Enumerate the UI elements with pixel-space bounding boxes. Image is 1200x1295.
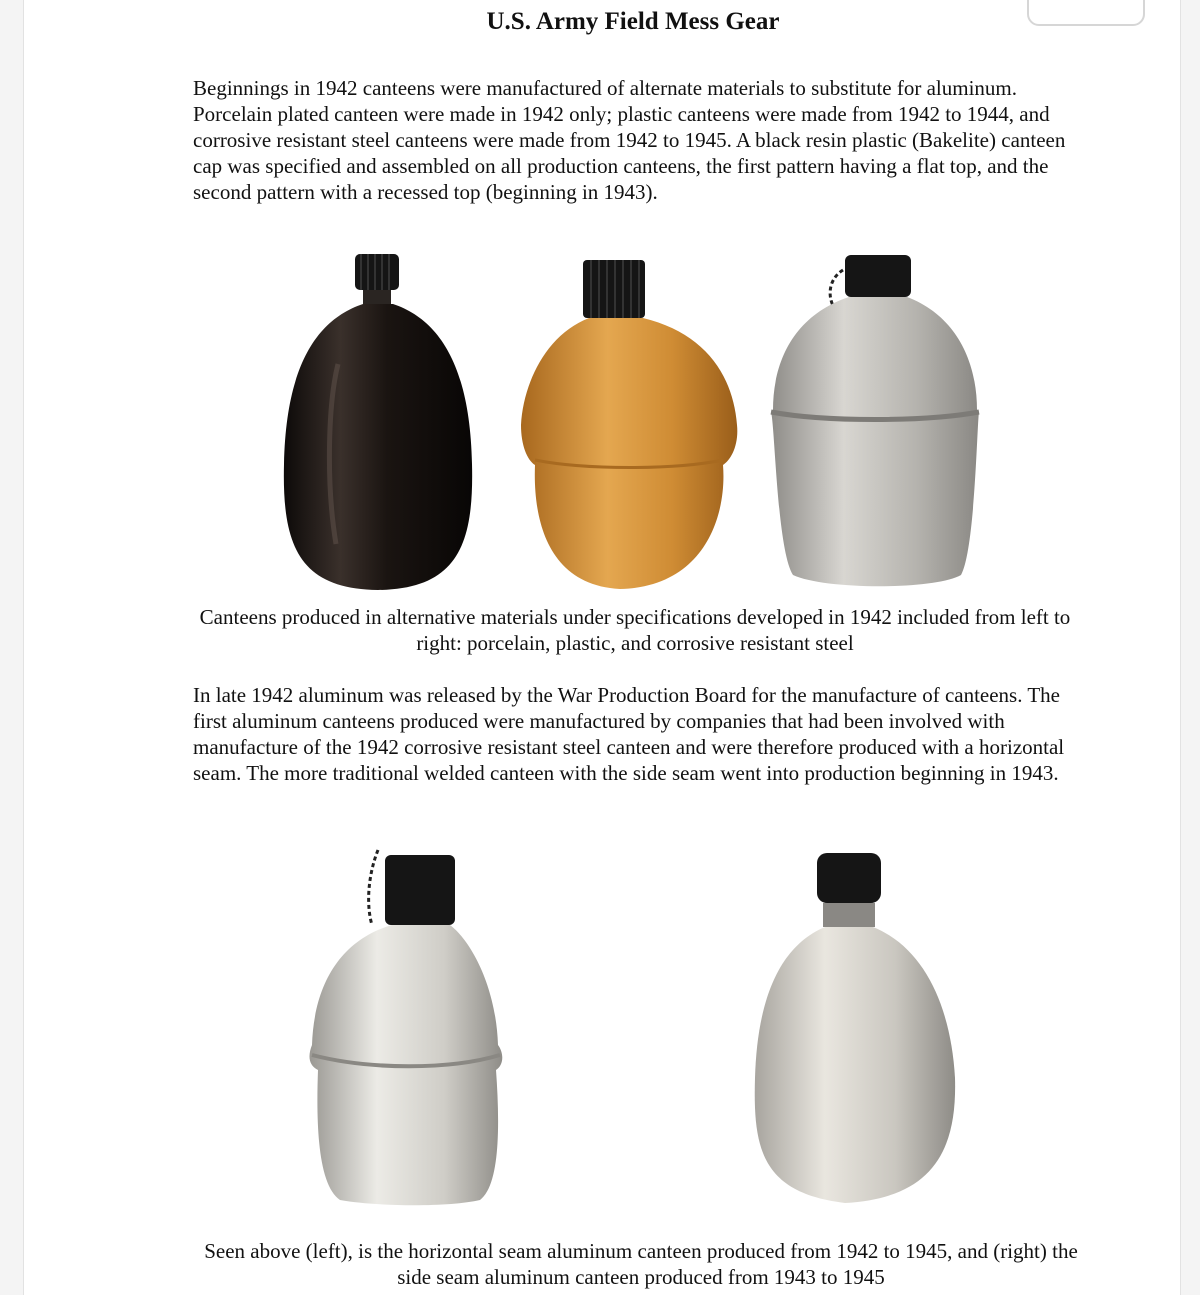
page-title: U.S. Army Field Mess Gear [486,8,780,35]
aluminum-paragraph: In late 1942 aluminum was released by the War Production Board for the manufacture of canteens. The first aluminum canteens produced were manufactured by companies that had been involved with manufacture of the 1942 corrosive resistant steel canteen and were therefore produced with a horizontal seam. The more traditional welded canteen with the side seam went into production beginning in 1943. [193,683,1065,785]
intro-paragraph: Beginnings in 1942 canteens were manufactured of alternate materials to substitute for aluminum. Porcelain plated canteen were made in 1942 only; plastic canteens were made from 1942 to 1944, and corrosive resistant steel canteens were made from 1942 to 1945. A black resin plastic (Bakelite) canteen cap was specified and assembled on all production canteens, the first pattern having a flat top, and the second pattern with a recessed top (beginning in 1943). [193,76,1066,204]
caption-row1: Canteens produced in alternative materials under specifications developed in 1942 included from left to right: porcelain, plastic, and corrosive resistant steel [199,605,1071,655]
viewer-right-margin [1180,0,1200,1295]
viewer-left-margin [0,0,24,1295]
caption-row2: Seen above (left), is the horizontal seam aluminum canteen produced from 1942 to 1945, and (right) the side seam aluminum canteen produced from 1943 to 1945 [204,1239,1078,1289]
horizontal-seam-canteen-image [300,845,510,1210]
porcelain-canteen-image [278,244,478,594]
steel-canteen-image [765,250,985,590]
plastic-canteen-image [515,255,745,595]
side-seam-canteen-image [745,848,965,1210]
